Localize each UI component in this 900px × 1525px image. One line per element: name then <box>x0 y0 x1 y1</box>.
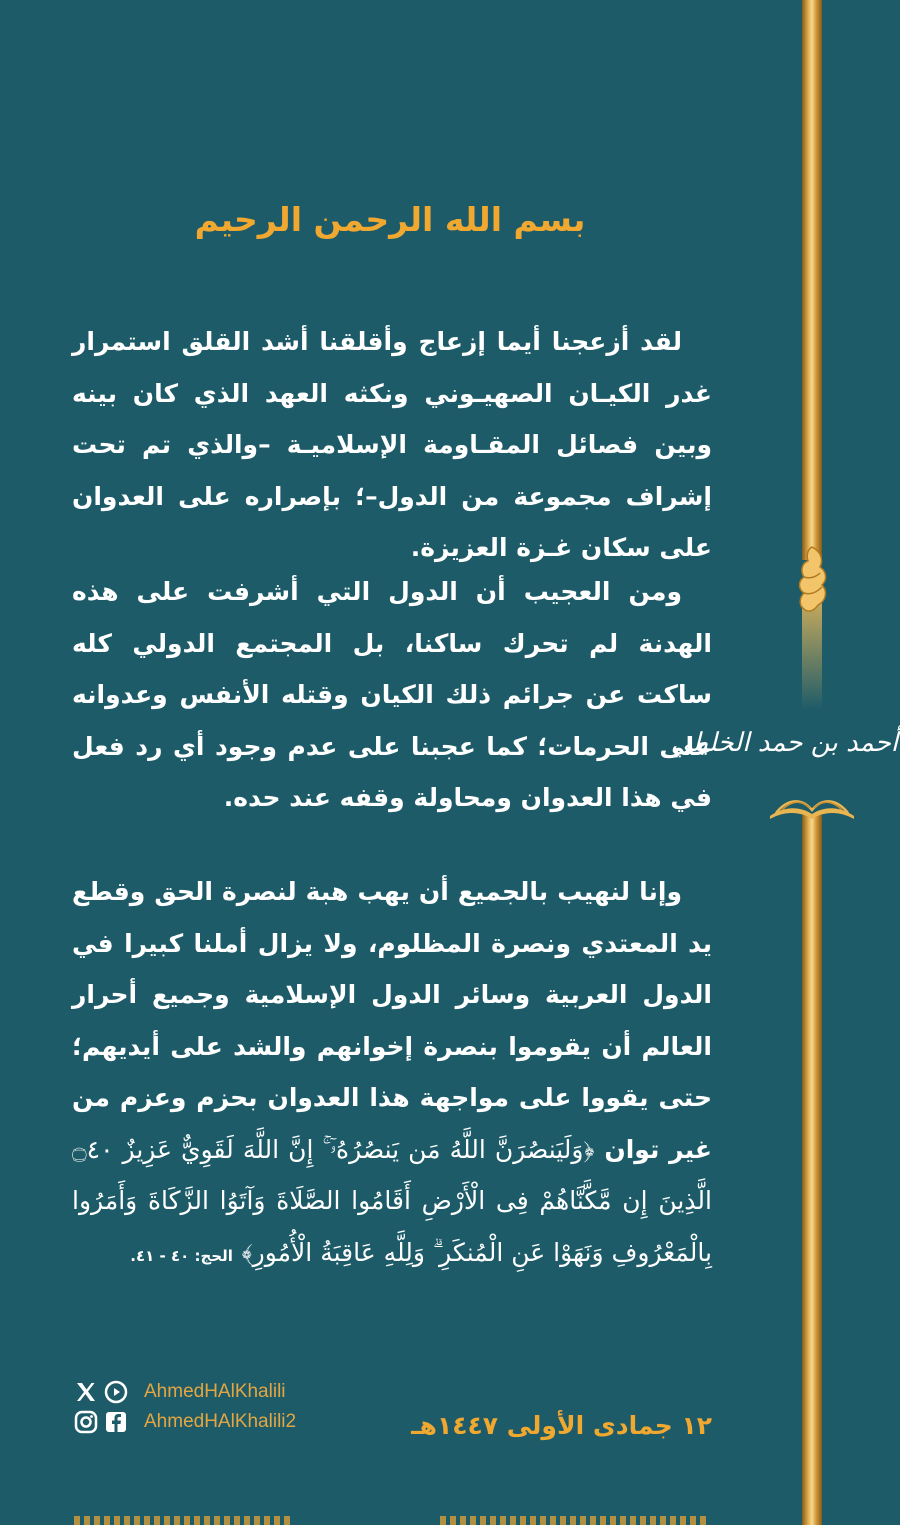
instagram-icon[interactable] <box>74 1410 98 1434</box>
paragraph-1-text: لقد أزعجنا أيما إزعاج وأقلقنا أشد القلق استمرار غدر الكيـان الصهيـوني ونكثه العهد الذي كان بينه وبين فصائل المقـاومة الإسلاميـة –والذي تم تحت إشراف مجموعة من الدول–؛ بإصراره على العدوان على سكان غـزة العزيزة. <box>72 327 712 562</box>
paragraph-2-text: ومن العجيب أن الدول التي أشرفت على هذه الهدنة لم تحرك ساكنا، بل المجتمع الدولي كله ساكت عن جرائم ذلك الكيان وقتله الأنفس وعدوانه على الحرمات؛ كما عجبنا على عدم وجود أي رد فعل في هذا العدوان ومحاولة وقفه عند حده. <box>72 577 712 812</box>
social-row-2 <box>74 1408 296 1436</box>
paragraph-2 <box>72 566 712 824</box>
verse-reference: الحج: ٤٠ - ٤١. <box>130 1246 233 1265</box>
paragraph-3 <box>72 866 712 1282</box>
footer-decoration-right <box>440 1516 710 1525</box>
signature: أحمد بن حمد الخليلي <box>670 728 898 758</box>
quran-verse: ﴿وَلَيَنصُرَنَّ اللَّهُ مَن يَنصُرُهُۥٓ ۚ إِنَّ اللَّهَ لَقَوِيٌّ عَزِيزٌ ۝٤٠ الَّذِينَ إِن مَّكَّنَّاهُمْ فِى الْأَرْضِ أَقَامُوا الصَّلَاةَ وَآتَوُا الزَّكَاةَ وَأَمَرُوا بِالْمَعْرُوفِ وَنَهَوْا عَنِ الْمُنكَرِ ۗ وَلِلَّهِ عَاقِبَةُ الْأُمُورِ﴾ <box>72 1134 712 1267</box>
hijri-date: ١٢ جمادى الأولى ١٤٤٧هـ <box>411 1411 712 1440</box>
gold-rod-lower <box>802 815 822 1525</box>
open-book-icon <box>766 786 858 822</box>
footer-decoration-left <box>74 1516 294 1525</box>
x-icon[interactable] <box>74 1380 98 1404</box>
paragraph-3-text: وإنا لنهيب بالجميع أن يهب هبة لنصرة الحق وقطع يد المعتدي ونصرة المظلوم، ولا يزال أملنا كبيرا في الدول العربية وسائر الدول الإسلامية وجميع أحرار العالم أن يقوموا بنصرة إخوانهم والشد على أيديهم؛ حتى يقووا على مواجهة هذا العدوان بحزم وعزم من غير توان <box>72 877 712 1164</box>
youtube-icon[interactable] <box>104 1380 128 1404</box>
social-row-1 <box>74 1378 286 1406</box>
paragraph-1 <box>72 316 712 574</box>
social-handle-1[interactable]: AhmedHAlKhalili <box>144 1381 286 1402</box>
social-handle-2[interactable]: AhmedHAlKhalili2 <box>144 1411 297 1432</box>
basmala-title: بسم الله الرحمن الرحيم <box>194 200 586 239</box>
clasped-hands-icon <box>790 545 834 615</box>
gold-rod-fade <box>802 600 822 710</box>
facebook-icon[interactable] <box>104 1410 128 1434</box>
gold-rod-icon <box>802 0 822 560</box>
